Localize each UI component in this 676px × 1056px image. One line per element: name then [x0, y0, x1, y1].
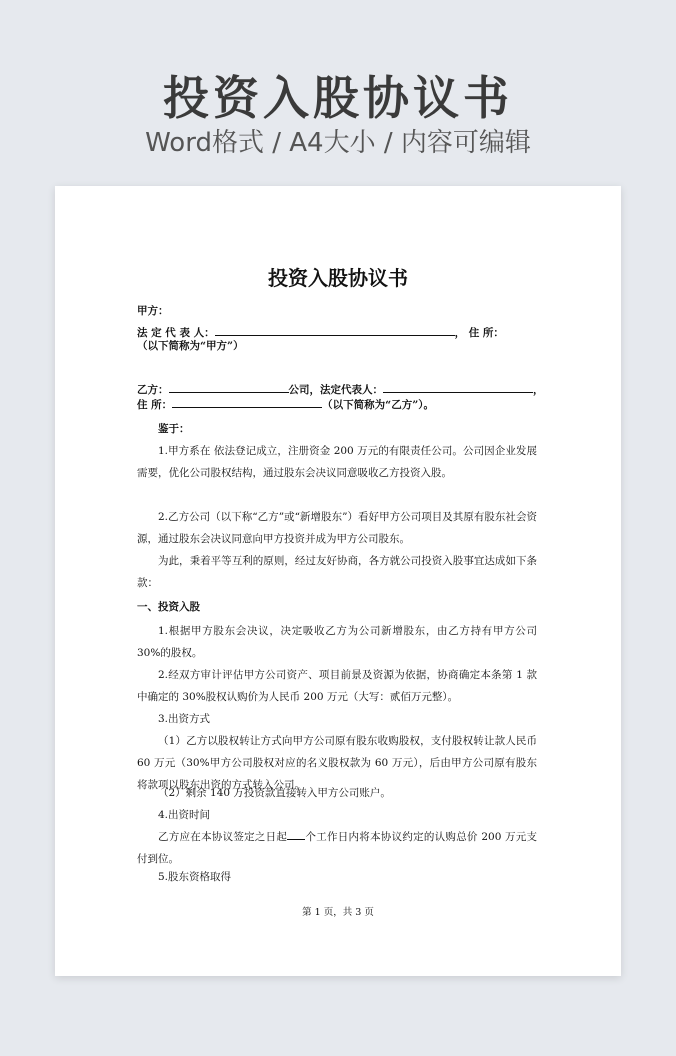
paragraph-1: 1.甲方系在 依法登记成立，注册资金 200 万元的有限责任公司。公司因企业发展需要，优化公司股权结构，通过股东会决议同意吸收乙方投资入股。	[137, 445, 537, 479]
party-b-comma: ，	[533, 384, 544, 396]
section-1-item-3a: （1）乙方以股权转让方式向甲方公司原有股东收购股权，支付股权转让款人民币 60 万元（30%甲方公司股权对应的名义股权款为 60 万元），后由甲方公司原有股东将款项以股东出资的方式转入公司。	[137, 735, 537, 791]
party-b-label: 乙方：	[137, 384, 169, 396]
party-a-label: 甲方：	[137, 305, 169, 317]
party-b-residence-line	[137, 397, 537, 412]
party-a-rep-line	[137, 325, 537, 340]
whereas-heading: 鉴于：	[158, 423, 190, 435]
paragraph-3: 为此，秉着平等互利的原则，经过友好协商，各方就公司投资入股事宜达成如下条款：	[137, 555, 537, 589]
days-blank	[287, 829, 305, 840]
paragraph-2: 2.乙方公司（以下称“乙方”或“新增股东”）看好甲方公司项目及其原有股东社会资源，通过股东会决议同意向甲方投资并成为甲方公司股东。	[137, 511, 537, 545]
document-title: 投资入股协议书	[268, 266, 408, 290]
item-4a-post: 个工作日内将本协议约定的认购总价 200 万元支付到位。	[137, 831, 538, 865]
party-a-rep-label: 法 定 代 表 人：	[137, 327, 215, 339]
section-1-item-4: 4.出资时间	[158, 809, 211, 821]
section-1-item-4a	[137, 826, 537, 870]
page-footer: 第 1 页，共 3 页	[302, 907, 374, 918]
party-a-residence-label: ， 住 所：	[454, 327, 504, 339]
party-b-residence-label: 住 所：	[137, 399, 173, 411]
section-1-item-2: 2.经双方审计评估甲方公司资产、项目前景及资源为依据，协商确定本条第 1 款中确定的 30%股权认购价为人民币 200 万元（大写：贰佰万元整）。	[137, 669, 537, 703]
party-a-rep-blank	[215, 325, 455, 336]
banner-title: 投资入股协议书	[163, 71, 513, 125]
party-a-alias: （以下简称为“甲方”）	[137, 340, 244, 352]
party-b-rep-blank	[383, 382, 533, 393]
section-1-item-5: 5.股东资格取得	[158, 871, 232, 883]
party-b-company-blank	[169, 382, 289, 393]
party-b-alias: （以下简称为“乙方”）。	[322, 399, 434, 411]
document-page	[55, 186, 621, 976]
party-b-line	[137, 382, 544, 397]
section-1-item-3b: （2）剩余 140 万投资款直接转入甲方公司账户。	[158, 787, 391, 799]
section-1-item-1: 1.根据甲方股东会决议，决定吸收乙方为公司新增股东，由乙方持有甲方公司 30%的股权。	[137, 625, 537, 659]
banner-subtitle: Word格式 / A4大小 / 内容可编辑	[145, 128, 531, 158]
party-b-residence-blank	[172, 397, 322, 408]
section-1-heading: 一、投资入股	[137, 601, 200, 613]
item-4a-pre: 乙方应在本协议签定之日起	[158, 831, 288, 843]
section-1-item-3: 3.出资方式	[158, 713, 211, 725]
party-b-company-label: 公司，法定代表人：	[288, 384, 383, 396]
